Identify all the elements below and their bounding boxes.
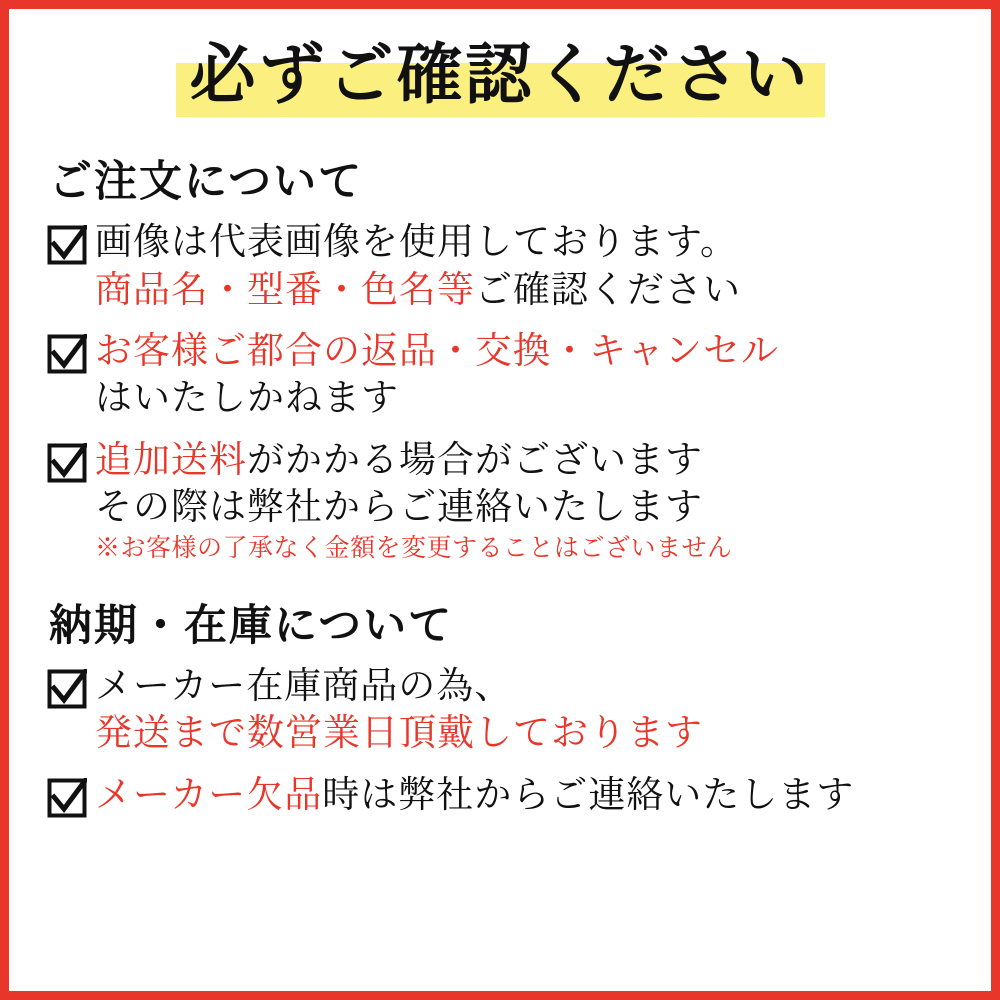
border-bottom: [0, 991, 1000, 1000]
body-text: その際は弊社からご連絡いたします: [95, 487, 703, 529]
checkbox-checked-icon: [47, 225, 87, 265]
notice-line: [95, 267, 957, 314]
notice-item: [47, 437, 957, 566]
body-text: はいたしかねます: [95, 378, 399, 420]
notice-content: [9, 9, 991, 991]
notice-item-lines: [95, 663, 957, 758]
sections-root: [43, 148, 957, 819]
body-text: 時は弊社からご連絡いたします: [322, 774, 855, 816]
notice-line: [95, 375, 957, 422]
notice-item-lines: [95, 219, 957, 314]
body-text: ご確認ください: [475, 269, 741, 311]
notice-line: [95, 772, 957, 819]
emphasis-text: 発送まで数営業日頂戴しております: [95, 713, 703, 755]
page-title-text: 必ずご確認ください: [189, 39, 811, 112]
notice-item-lines: [95, 772, 957, 819]
checkbox-checked-icon: [47, 443, 87, 483]
emphasis-text: メーカー欠品: [95, 774, 323, 816]
notice-item: [47, 328, 957, 423]
headline-wrap: [43, 37, 957, 112]
checkbox-checked-icon: [47, 669, 87, 709]
notice-line: [95, 437, 957, 484]
body-text: 画像は代表画像を使用しております。: [95, 222, 739, 264]
body-text: メーカー在庫商品の為、: [95, 665, 513, 707]
border-top: [0, 0, 1000, 9]
body-text: がかかる場合がございます: [247, 439, 703, 481]
emphasis-text: お客様ご都合の返品・交換・キャンセル: [95, 331, 779, 373]
border-left: [0, 0, 9, 1000]
notice-footnote: ※お客様の了承なく金額を変更することはございません: [95, 535, 733, 563]
emphasis-text: 追加送料: [95, 439, 247, 481]
notice-line: [95, 219, 957, 266]
notice-item-lines: [95, 437, 957, 566]
notice-line: [95, 328, 957, 375]
border-right: [991, 0, 1000, 1000]
page-title: [176, 37, 825, 112]
notice-item-lines: [95, 328, 957, 423]
section-title: ご注文について: [49, 159, 364, 207]
notice-item: [47, 219, 957, 314]
checkbox-checked-icon: [47, 778, 87, 818]
notice-item: [47, 663, 957, 758]
checkbox-checked-icon: [47, 334, 87, 374]
notice-line: [95, 484, 957, 531]
notice-item: [47, 772, 957, 819]
emphasis-text: 商品名・型番・色名等: [95, 269, 475, 311]
notice-line: [95, 710, 957, 757]
notice-line: [95, 663, 957, 710]
section-title: 納期・在庫について: [49, 602, 454, 650]
